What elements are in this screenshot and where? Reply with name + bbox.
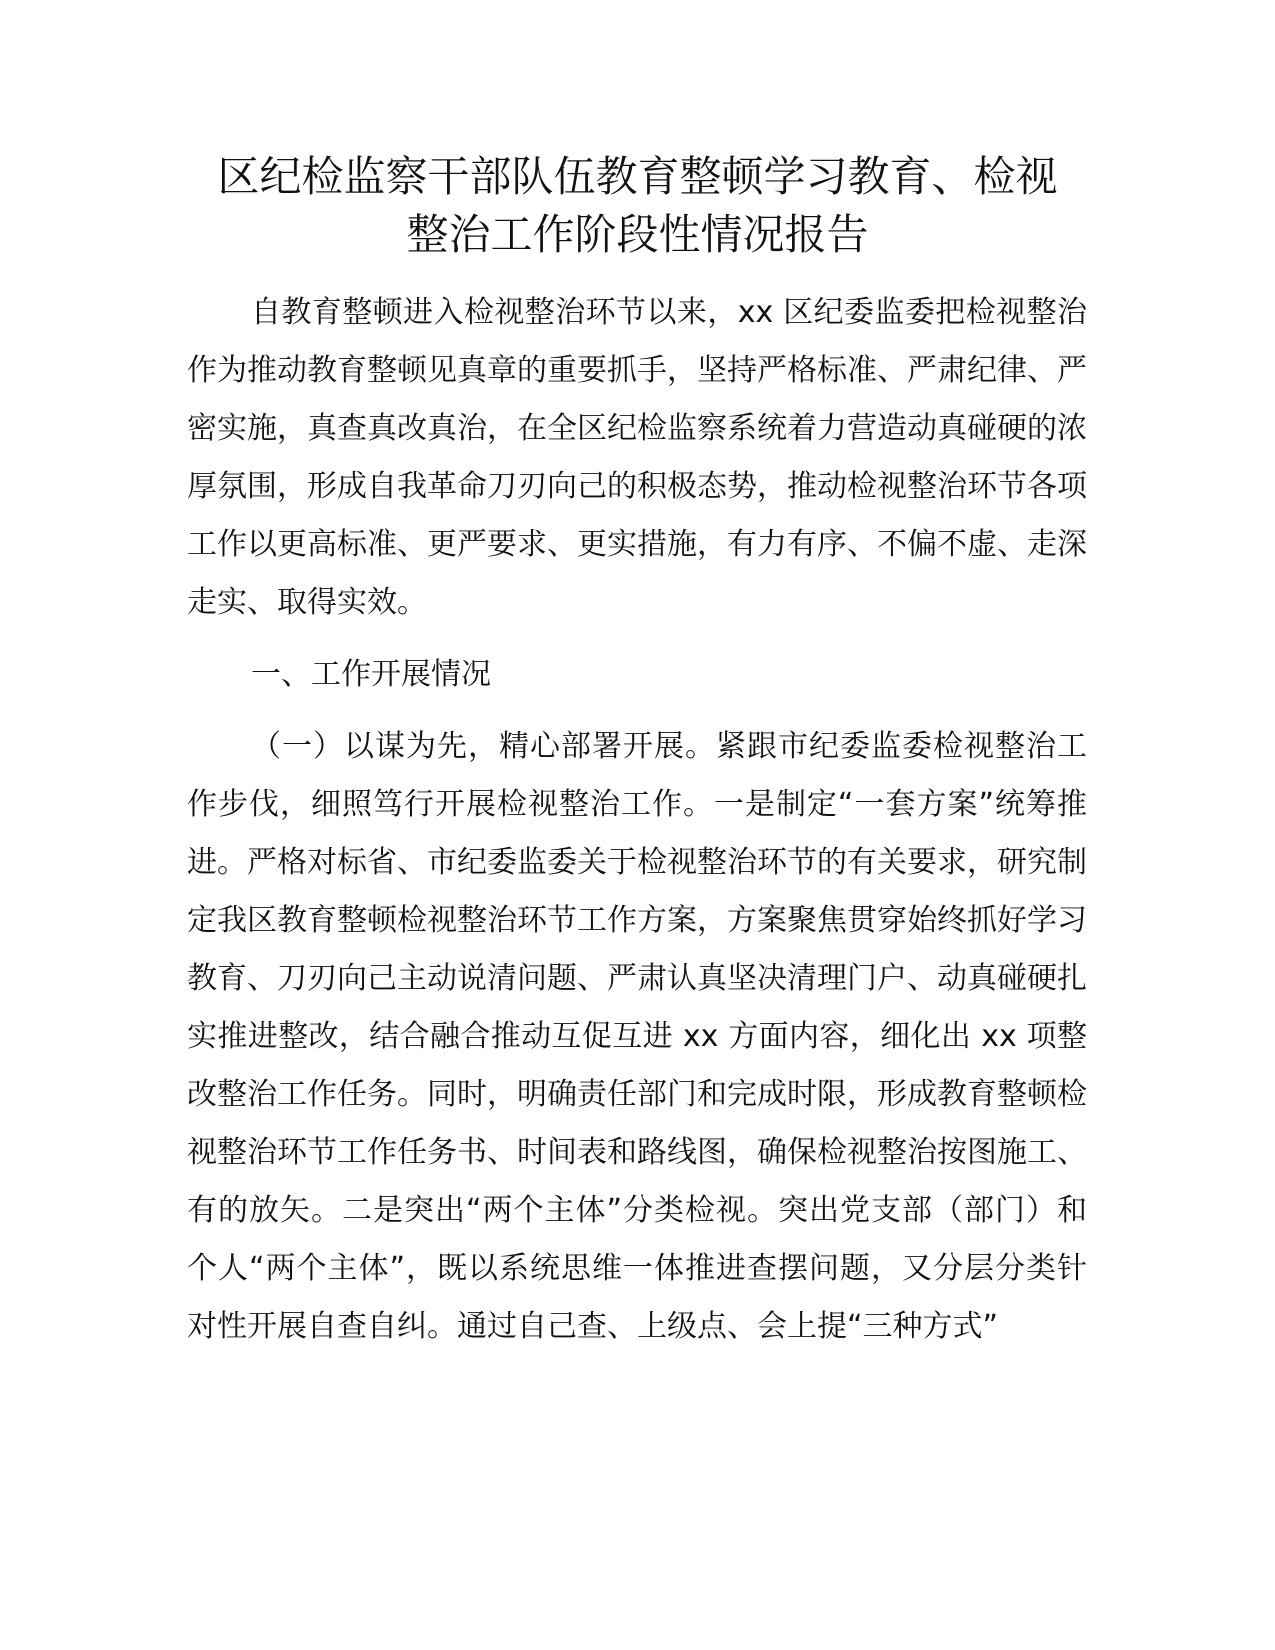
title-line-2: 整治工作阶段性情况报告: [406, 210, 869, 259]
body-paragraph: （一）以谋为先，精心部署开展。紧跟市纪委监委检视整治工作步伐，细照笃行开展检视整治工作。一是制定“一套方案”统筹推进。严格对标省、市纪委监委关于检视整治环节的有关要求，研究制定我区教育整顿检视整治环节工作方案，方案聚焦贯穿始终抓好学习教育、刀刃向己主动说清问题、严肃认真坚决清理门户、动真碰硬扎实推进整改，结合融合推动互促互进 xx 方面内容，细化出 xx 项整改整治工作任务。同时，明确责任部门和完成时限，形成教育整顿检视整治环节工作任务书、时间表和路线图，确保检视整治按图施工、有的放矢。二是突出“两个主体”分类检视。突出党支部（部门）和个人“两个主体”，既以系统思维一体推进查摆问题，又分层分类针对性开展自查自纠。通过自己查、上级点、会上提“三种方式”: [187, 729, 1087, 1344]
intro-paragraph: 自教育整顿进入检视整治环节以来，xx 区纪委监委把检视整治作为推动教育整顿见真章的重要抓手，坚持严格标准、严肃纪律、严密实施，真查真改真治，在全区纪检监察系统着力营造动真碰硬的浓厚氛围，形成自我革命刀刃向己的积极态势，推动检视整治环节各项工作以更高标准、更严要求、更实措施，有力有序、不偏不虚、走深走实、取得实效。: [187, 295, 1087, 620]
document-title: [150, 148, 1125, 264]
title-line-1: 区纪检监察干部队伍教育整顿学习教育、检视: [217, 152, 1058, 201]
section-heading: 一、工作开展情况: [251, 657, 491, 692]
